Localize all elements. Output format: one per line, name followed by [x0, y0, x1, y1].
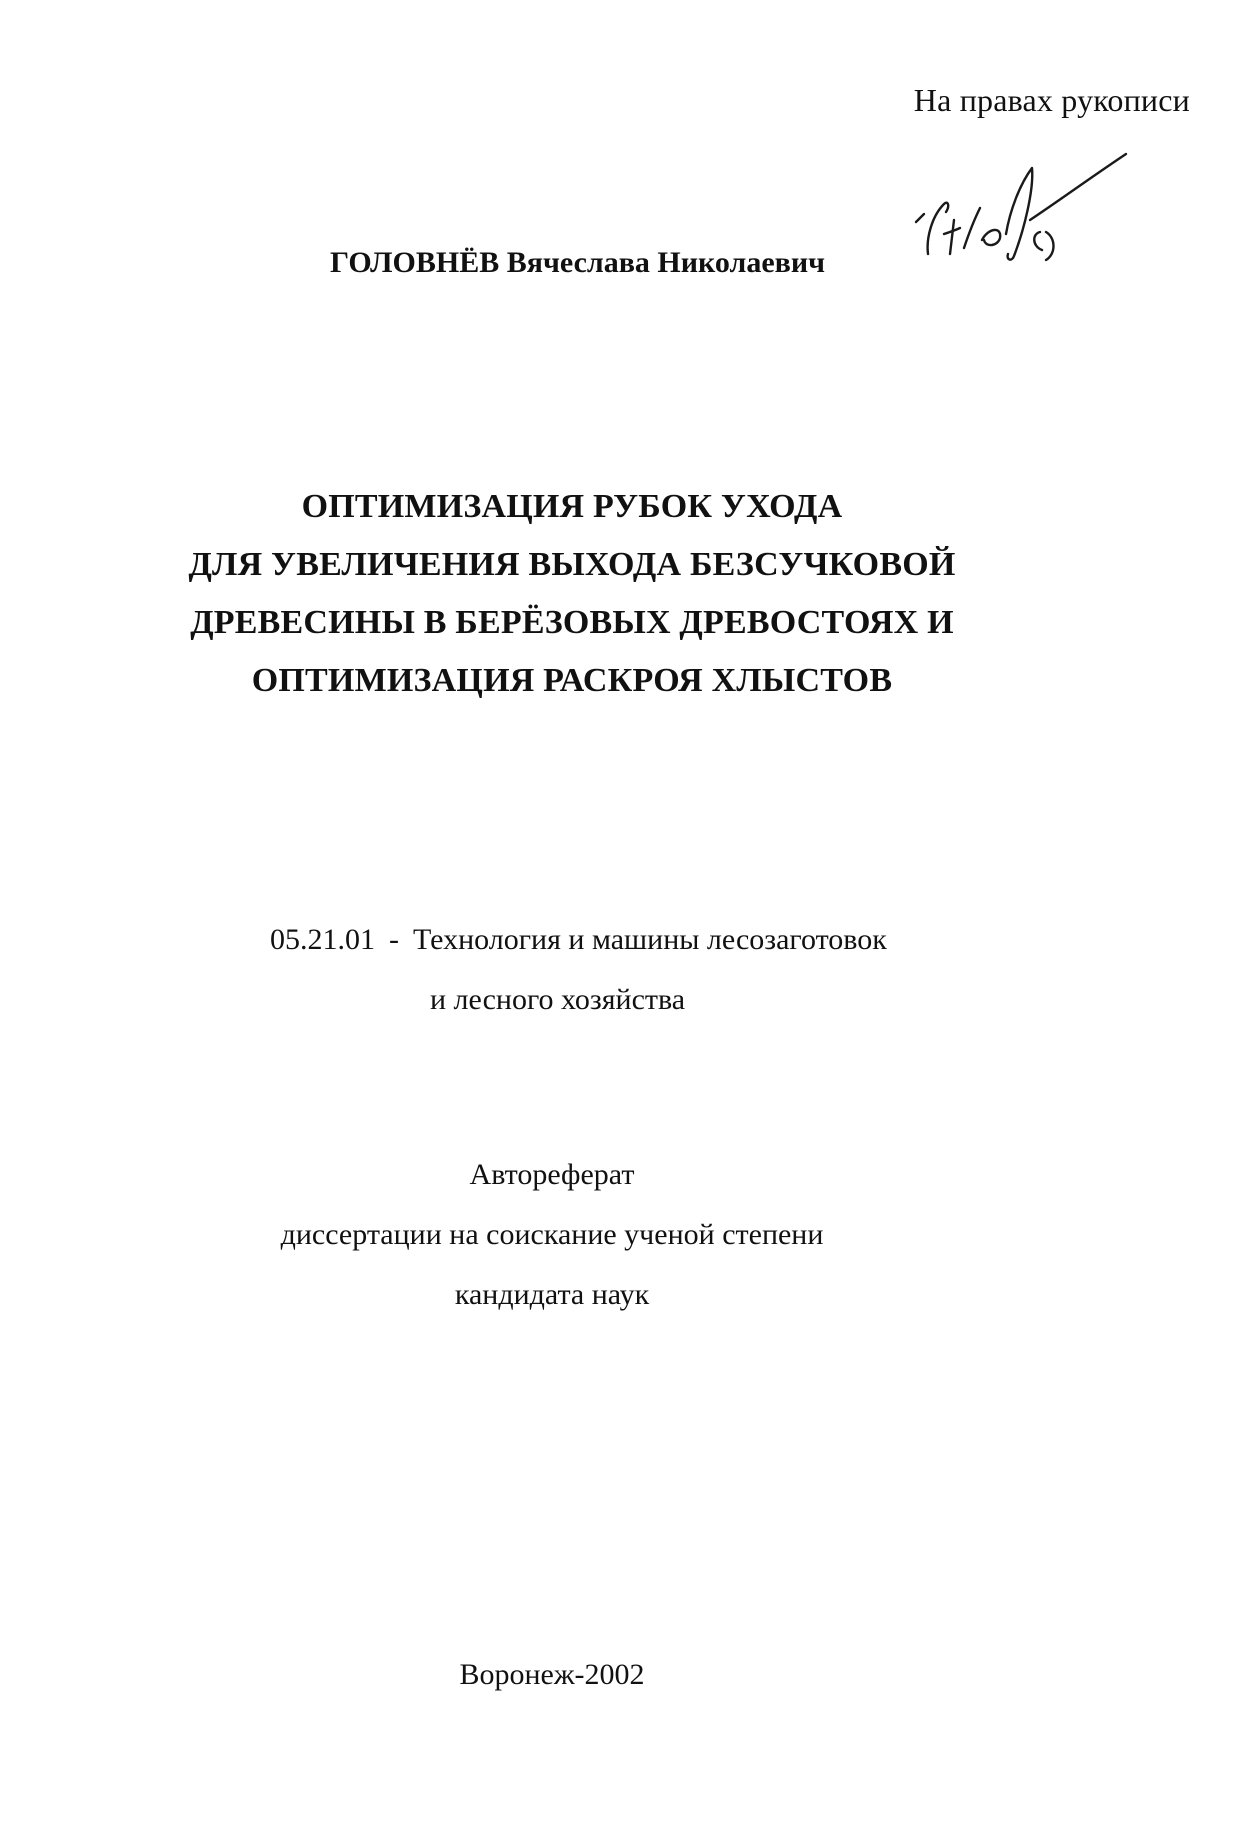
handwritten-signature — [910, 150, 1140, 290]
specialty-name-continued: и лесного хозяйства — [430, 983, 686, 1016]
author-name: ГОЛОВНЁВ Вячеслава Николаевич — [330, 246, 826, 279]
title-line: ДРЕВЕСИНЫ В БЕРЁЗОВЫХ ДРЕВОСТОЯХ И — [190, 604, 954, 641]
abstract-line: диссертации на соискание ученой степени — [280, 1218, 824, 1251]
specialty-line — [270, 910, 887, 970]
specialty-name: Технология и машины лесозаготовок — [413, 923, 887, 956]
author-row — [330, 150, 1130, 290]
specialty-dash: - — [389, 923, 399, 956]
abstract-line: Автореферат — [469, 1158, 635, 1191]
dissertation-title — [0, 478, 1254, 710]
manuscript-rights-note: На правах рукописи — [913, 82, 1190, 118]
title-line: ДЛЯ УВЕЛИЧЕНИЯ ВЫХОДА БЕЗСУЧКОВОЙ — [188, 546, 956, 583]
title-line: ОПТИМИЗАЦИЯ РУБОК УХОДА — [301, 488, 843, 525]
city-year: Воронеж-2002 — [459, 1658, 645, 1691]
abstract-caption — [0, 1145, 1254, 1325]
specialty-code: 05.21.01 — [270, 923, 375, 956]
specialty-block — [270, 910, 887, 1030]
title-line: ОПТИМИЗАЦИЯ РАСКРОЯ ХЛЫСТОВ — [251, 662, 893, 699]
abstract-line: кандидата наук — [454, 1278, 650, 1311]
